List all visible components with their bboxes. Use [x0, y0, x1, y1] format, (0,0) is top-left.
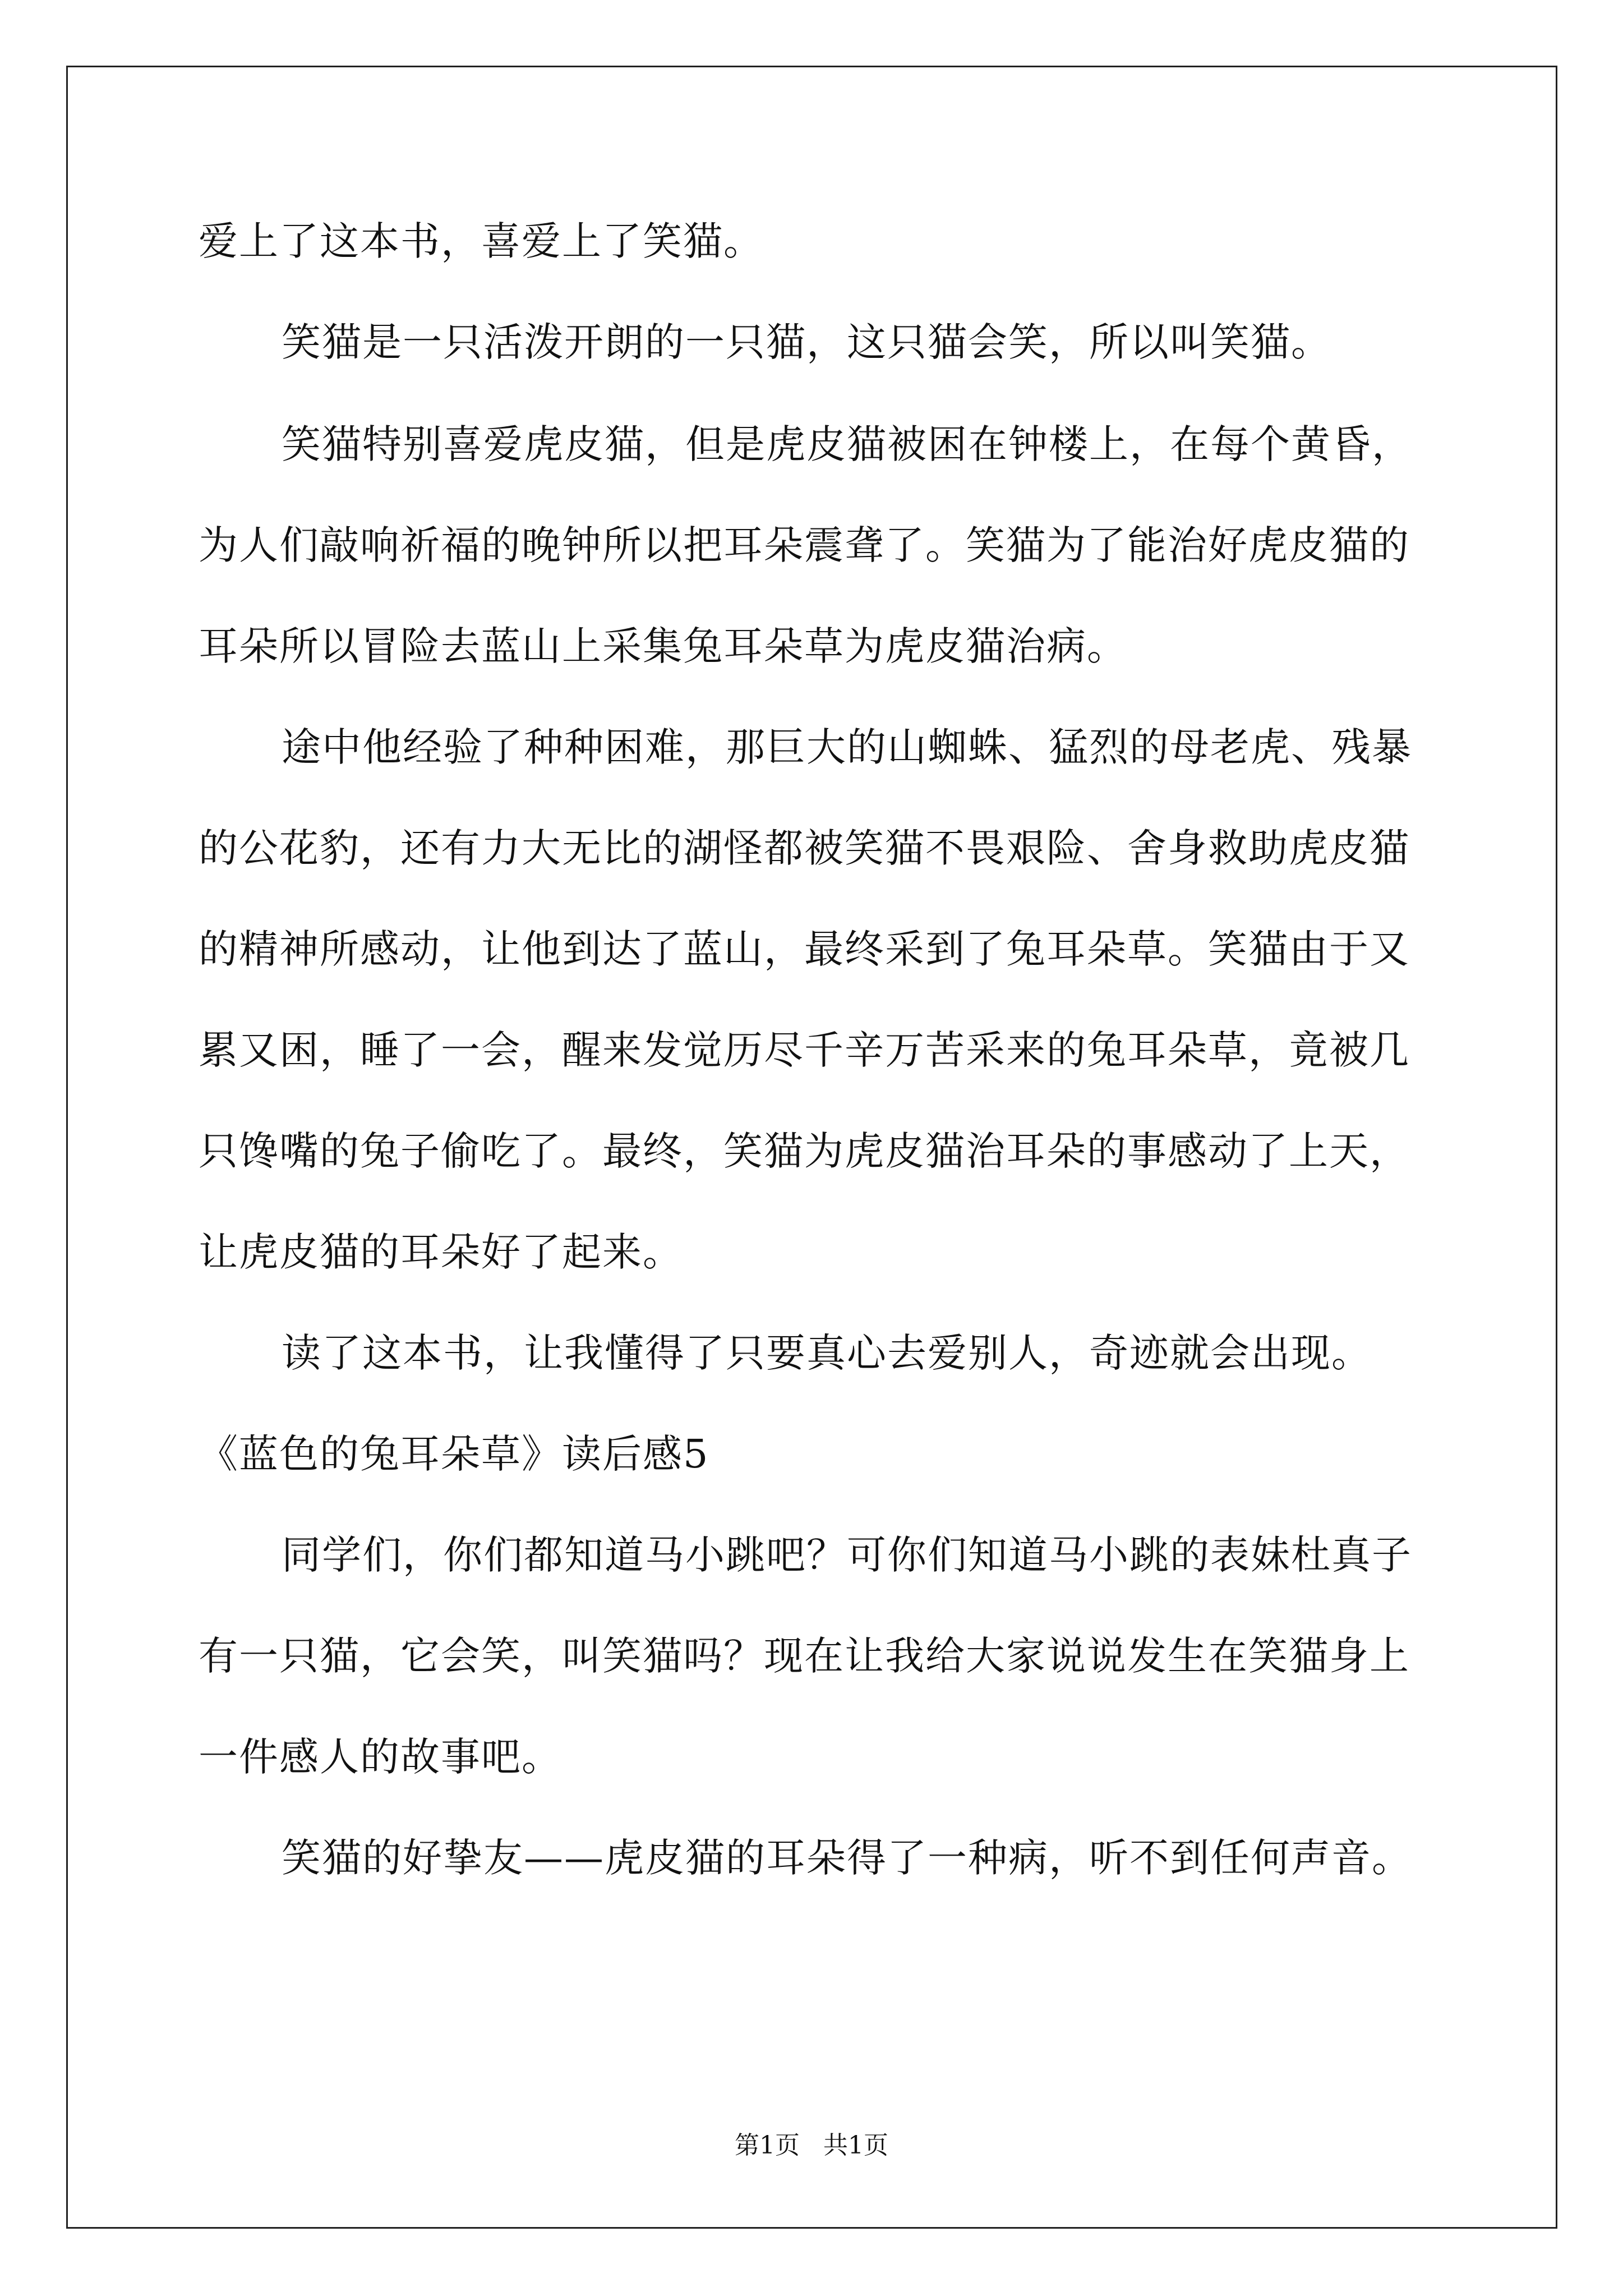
text-line: 让虎皮猫的耳朵好了起来。: [199, 1229, 683, 1275]
text-line: 读了这本书，让我懂得了只要真心去爱别人，奇迹就会出现。: [282, 1330, 1372, 1376]
text-line: 笑猫是一只活泼开朗的一只猫，这只猫会笑，所以叫笑猫。: [282, 319, 1331, 365]
text-line: 途中他经验了种种困难，那巨大的山蜘蛛、猛烈的母老虎、残暴: [282, 724, 1412, 770]
page-number: 第1页 共1页: [735, 2131, 888, 2160]
text-line: 为人们敲响祈福的晚钟所以把耳朵震聋了。笑猫为了能治好虎皮猫的: [199, 522, 1410, 568]
text-line: 有一只猫，它会笑，叫笑猫吗？现在让我给大家说说发生在笑猫身上: [199, 1633, 1410, 1679]
text-line: 一件感人的故事吧。: [199, 1734, 562, 1780]
text-line: 累又困，睡了一会，醒来发觉历尽千辛万苦采来的兔耳朵草，竟被几: [199, 1027, 1410, 1073]
text-line: 笑猫特别喜爱虎皮猫，但是虎皮猫被困在钟楼上，在每个黄昏，: [282, 421, 1412, 467]
text-line: 同学们，你们都知道马小跳吧？可你们知道马小跳的表妹杜真子: [282, 1532, 1412, 1578]
text-line: 的公花豹，还有力大无比的湖怪都被笑猫不畏艰险、舍身救助虎皮猫: [199, 825, 1410, 871]
section-heading: 《蓝色的兔耳朵草》读后感5: [199, 1431, 709, 1477]
text-line: 的精神所感动，让他到达了蓝山，最终采到了兔耳朵草。笑猫由于又: [199, 926, 1410, 972]
text-line: 耳朵所以冒险去蓝山上采集兔耳朵草为虎皮猫治病。: [199, 623, 1127, 669]
text-line: 爱上了这本书，喜爱上了笑猫。: [199, 218, 764, 264]
text-line: 只馋嘴的兔子偷吃了。最终，笑猫为虎皮猫治耳朵的事感动了上天，: [199, 1128, 1410, 1174]
text-line: 笑猫的好挚友——虎皮猫的耳朵得了一种病，听不到任何声音。: [282, 1835, 1412, 1881]
